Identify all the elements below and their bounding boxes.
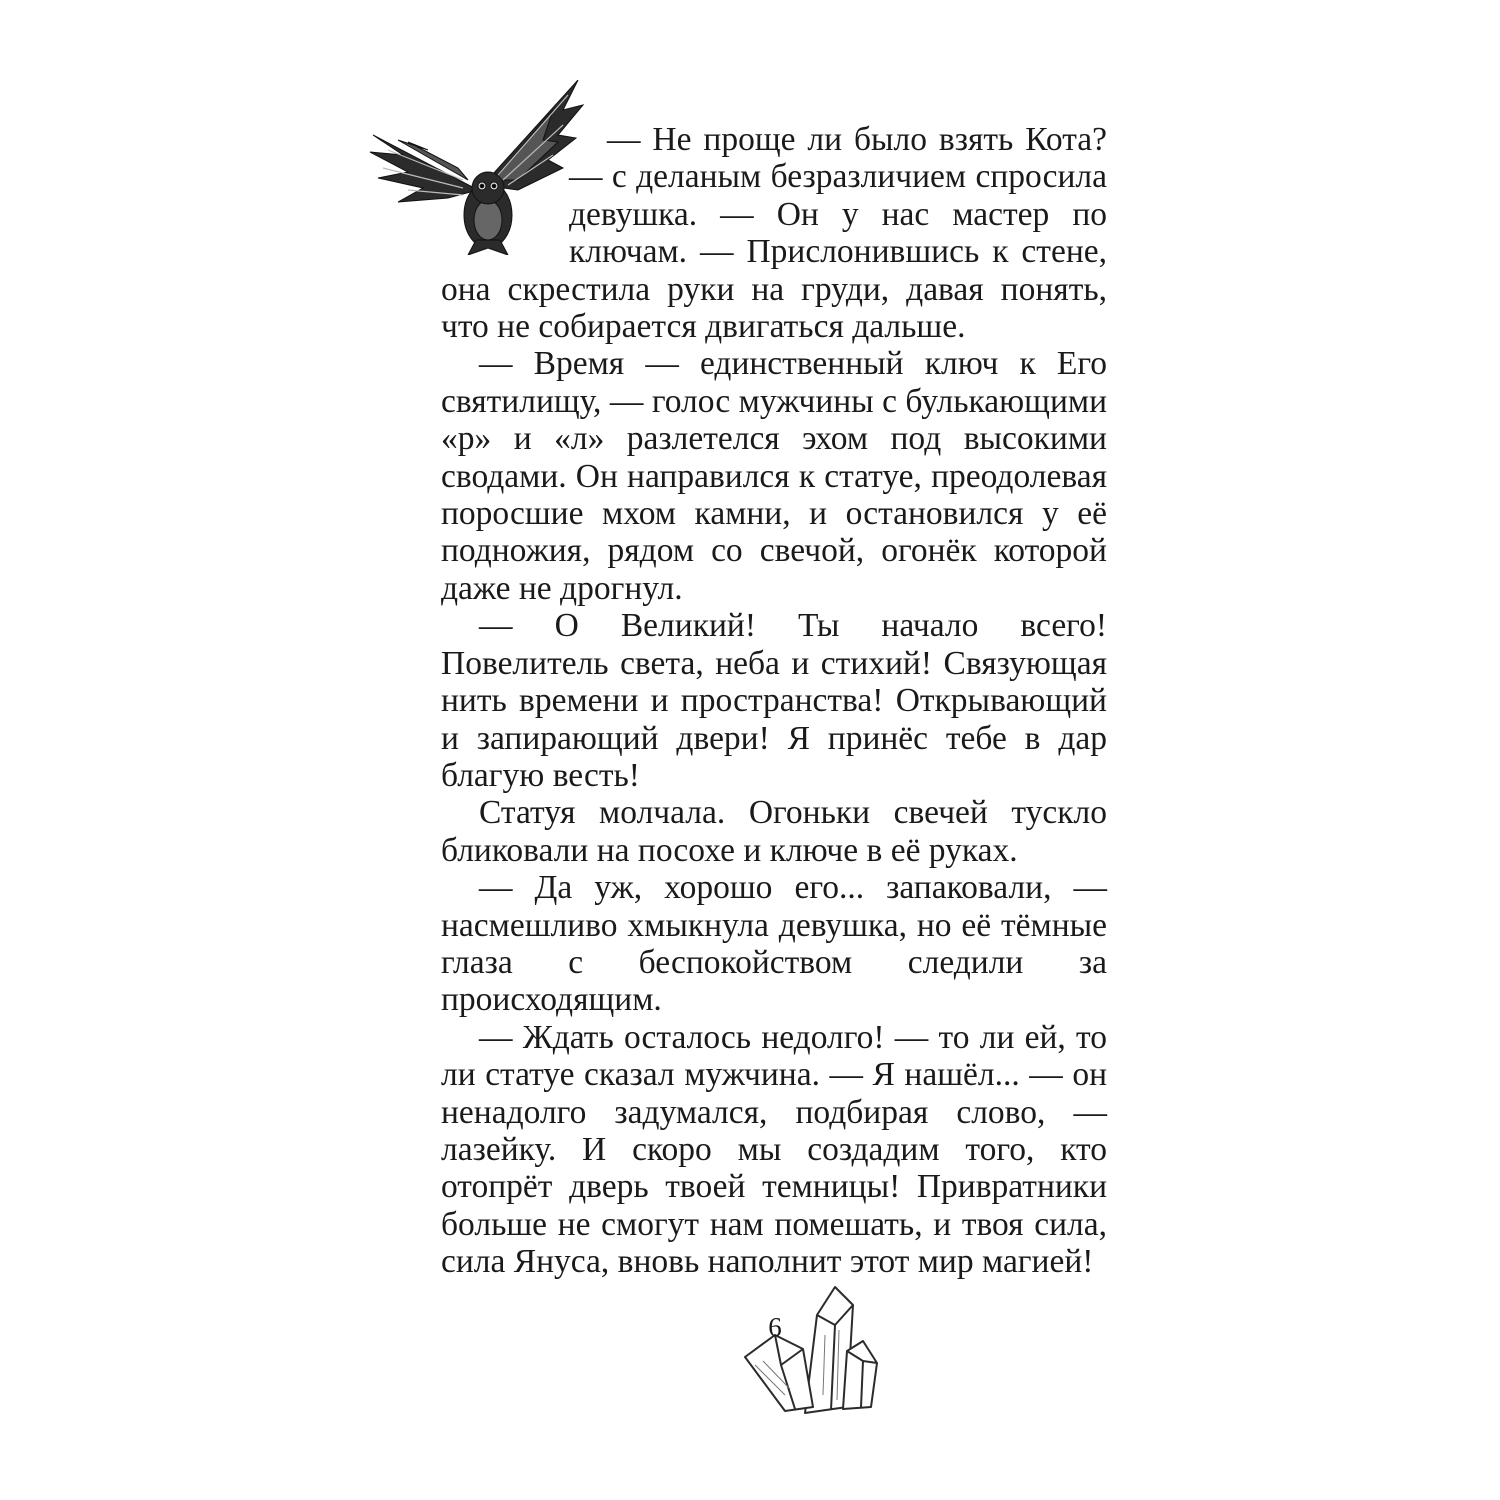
paragraph-6: — Ждать осталось недолго! — то ли ей, то ли статуе сказал мужчина. — Я нашёл... — он ненадолго задумался, подбирая слово, — лазейку. И скоро мы создадим того, кто отопрёт дверь твоей темницы! Привратники больше не смогут нам помешать, и твоя сила, сила Януса, вновь наполнит этот мир магией! xyxy=(441,1018,1107,1281)
paragraph-1: — Не проще ли было взять Кота? — с деланым безразличием спросила девушка. — Он у нас мастер по ключам. — Прислонившись к стене, она скрестила руки на груди, давая понять, что не собирается двигаться дальше. xyxy=(441,121,1107,346)
crystals-illustration xyxy=(735,1285,880,1415)
body-text xyxy=(441,121,1107,1281)
page-number: 6 xyxy=(768,1312,782,1342)
paragraph-3: — О Великий! Ты начало всего! Повелитель света, неба и стихий! Связующая нить времени и пространства! Открывающий и запирающий двери! Я принёс тебе в дар благую весть! xyxy=(441,607,1107,794)
paragraph-2: — Время — единственный ключ к Его святилищу, — голос мужчины с булькающими «р» и «л» разлетелся эхом под высокими сводами. Он направился к статуе, преодолевая поросшие мхом камни, и остановился у её подножия, рядом со свечой, огонёк которой даже не дрогнул. xyxy=(441,345,1107,607)
paragraph-4: Статуя молчала. Огоньки свечей тускло бликовали на посохе и ключе в её руках. xyxy=(441,794,1107,869)
paragraph-5: — Да уж, хорошо его... запаковали, — насмешливо хмыкнула девушка, но её тёмные глаза с беспокойством следили за происходящим. xyxy=(441,869,1107,1019)
owl-wrap-spacer xyxy=(441,121,569,266)
